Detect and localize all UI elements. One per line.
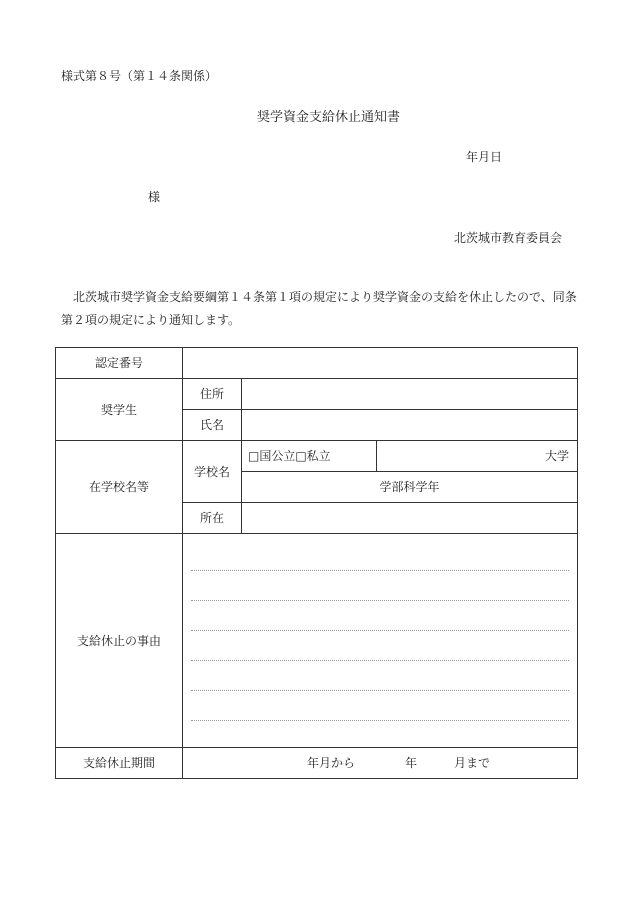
faculty-line: 学部科学年 — [242, 472, 578, 503]
name-label: 氏名 — [183, 410, 242, 441]
addressee: 様 — [148, 190, 161, 204]
period-until: 月まで — [454, 756, 491, 770]
period-value[interactable] — [183, 748, 578, 779]
notice-table — [55, 347, 578, 779]
row-reason — [56, 534, 578, 748]
name-value[interactable] — [242, 410, 578, 441]
location-label: 所在 — [183, 503, 242, 534]
school-section-label: 在学校名等 — [56, 441, 183, 534]
row-cert-number — [56, 348, 578, 379]
address-label: 住所 — [183, 379, 242, 410]
school-name-label: 学校名 — [183, 441, 242, 503]
body-line-2: 第２項の規定により通知します。 — [61, 313, 241, 327]
dotted-line — [191, 631, 569, 661]
form-number: 様式第８号（第１４条関係） — [61, 69, 218, 83]
period-from: 年月から — [307, 756, 356, 770]
dotted-line — [191, 541, 569, 571]
dotted-line — [191, 691, 569, 721]
document-title: 奨学資金支給休止通知書 — [257, 110, 401, 125]
reason-lines[interactable] — [183, 534, 578, 748]
issuer: 北茨城市教育委員会 — [454, 231, 563, 245]
cert-number-label: 認定番号 — [56, 348, 183, 379]
date-field: 年月日 — [466, 150, 503, 164]
row-student-address — [56, 379, 578, 410]
row-period — [56, 748, 578, 779]
dotted-line — [191, 601, 569, 631]
period-label: 支給休止期間 — [56, 748, 183, 779]
dotted-line — [191, 571, 569, 601]
reason-label: 支給休止の事由 — [56, 534, 183, 748]
address-value[interactable] — [242, 379, 578, 410]
period-year: 年 — [405, 756, 418, 770]
row-school-type — [56, 441, 578, 472]
body-line-1: 北茨城市奨学資金支給要綱第１４条第１項の規定により奨学資金の支給を休止したので、同条 — [73, 290, 577, 304]
cert-number-value[interactable] — [183, 348, 578, 379]
student-label: 奨学生 — [56, 379, 183, 441]
dotted-line — [191, 661, 569, 691]
university-suffix: 大学 — [377, 441, 578, 472]
school-type-options[interactable]: □国公立□私立 — [242, 441, 377, 472]
location-value[interactable] — [242, 503, 578, 534]
